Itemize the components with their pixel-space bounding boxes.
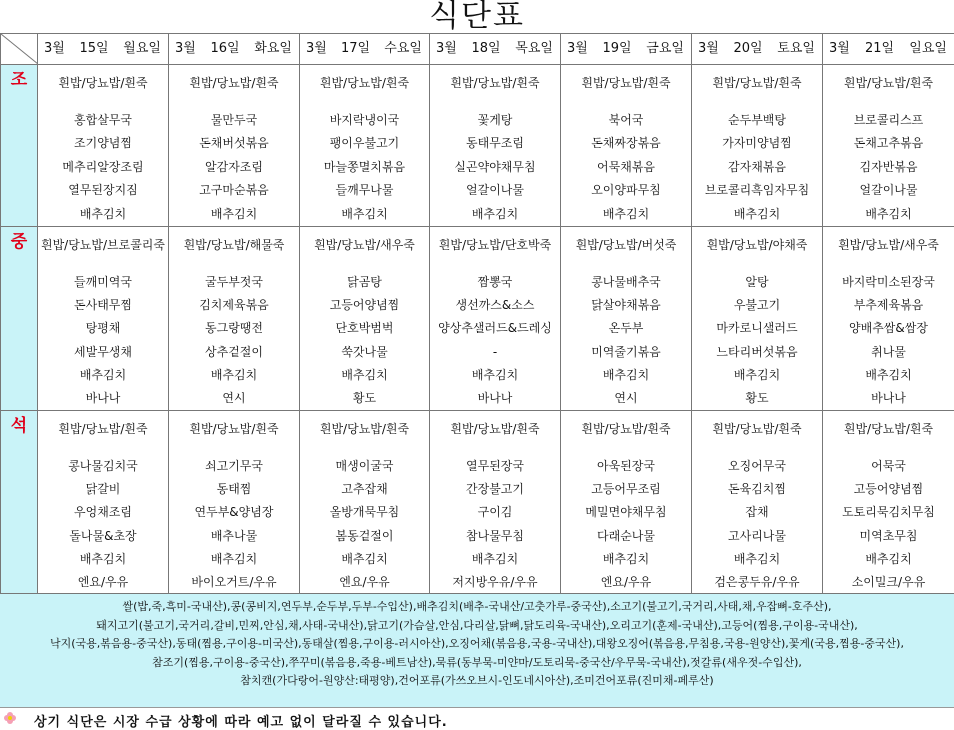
day-number: 16일 (211, 34, 240, 64)
dish-item: 바나나 (823, 387, 954, 410)
dish-item: 쇠고기무국 (169, 455, 299, 478)
dish-item: 배추김치 (430, 203, 560, 226)
menu-cell (38, 411, 169, 595)
dish-item: 부추제육볶음 (823, 294, 954, 317)
meal-label: 조 (1, 65, 38, 227)
rice-option: 흰밥/당뇨밥/단호박죽 (430, 235, 560, 255)
dish-item: 들깨무나물 (300, 179, 429, 202)
dish-item: 배추김치 (169, 203, 299, 226)
dish-item: 북어국 (561, 109, 691, 132)
menu-cell (692, 226, 823, 410)
dish-item: 순두부백탕 (692, 109, 822, 132)
dish-item: 우불고기 (692, 294, 822, 317)
menu-cell (169, 65, 300, 227)
dish-item: 고등어무조림 (561, 478, 691, 501)
dish-item: 양상추샐러드&드레싱 (430, 317, 560, 340)
day-number: 21일 (865, 34, 894, 64)
dish-item: 열무된장지짐 (38, 179, 168, 202)
origin-info (0, 593, 954, 707)
dish-item: 얼갈이나물 (823, 179, 954, 202)
menu-cell (169, 226, 300, 410)
day-month: 3월 (698, 34, 719, 64)
dish-item: 조기양념찜 (38, 132, 168, 155)
dish-item: 바지락냉이국 (300, 109, 429, 132)
dish-item: 브로콜리흑임자무침 (692, 179, 822, 202)
dish-item: 메밀면야채무침 (561, 501, 691, 524)
dish-item: 돈채고추볶음 (823, 132, 954, 155)
day-header-inner (430, 34, 560, 64)
dish-item: 취나물 (823, 341, 954, 364)
dish-item: 들깨미역국 (38, 271, 168, 294)
rice-option: 흰밥/당뇨밥/흰죽 (430, 419, 560, 439)
dish-item: 배추김치 (561, 548, 691, 571)
dish-item: 단호박범벅 (300, 317, 429, 340)
day-weekday: 토요일 (777, 34, 815, 64)
dish-item: 배추김치 (169, 548, 299, 571)
page-title: 식단표 (0, 0, 954, 33)
rice-option: 흰밥/당뇨밥/흰죽 (561, 419, 691, 439)
day-number: 17일 (341, 34, 370, 64)
dish-item: 알탕 (692, 271, 822, 294)
dish-item: 돈채짜장볶음 (561, 132, 691, 155)
diagonal-divider (1, 34, 38, 64)
dish-item: 상추겉절이 (169, 341, 299, 364)
rice-option: 흰밥/당뇨밥/흰죽 (38, 419, 168, 439)
menu-cell (430, 226, 561, 410)
dish-item: 배추김치 (823, 548, 954, 571)
dish-item: 콩나물배추국 (561, 271, 691, 294)
day-number: 19일 (603, 34, 632, 64)
menu-table (0, 33, 954, 595)
day-month: 3월 (436, 34, 457, 64)
dish-item: 바나나 (430, 387, 560, 410)
day-header-inner (169, 34, 299, 64)
rice-option: 흰밥/당뇨밥/새우죽 (823, 235, 954, 255)
menu-cell (823, 226, 954, 410)
dish-item: 미역줄기볶음 (561, 341, 691, 364)
dish-item: 동태찜 (169, 478, 299, 501)
day-header (692, 34, 823, 65)
day-month: 3월 (829, 34, 850, 64)
dish-item: 알감자조림 (169, 156, 299, 179)
dish-item: 바이오거트/우유 (169, 571, 299, 594)
dish-item: 돈채버섯볶음 (169, 132, 299, 155)
dish-item: 배추김치 (561, 364, 691, 387)
dish-item: 고등어양념찜 (823, 478, 954, 501)
rice-option: 흰밥/당뇨밥/브로콜리죽 (38, 235, 168, 255)
rice-option: 흰밥/당뇨밥/흰죽 (169, 419, 299, 439)
dish-item: 느타리버섯볶음 (692, 341, 822, 364)
rice-option: 흰밥/당뇨밥/흰죽 (38, 73, 168, 93)
day-header (300, 34, 430, 65)
menu-cell (561, 226, 692, 410)
dish-item: 바지락미소된장국 (823, 271, 954, 294)
menu-cell (38, 65, 169, 227)
menu-cell (300, 65, 430, 227)
dish-item: 배추김치 (300, 203, 429, 226)
dish-item: 가자미양념찜 (692, 132, 822, 155)
origin-line: 참치캔(가다랑어-원양산:태평양),건어포류(가쓰오브시-인도네시아산),조미건어포류(진미채-페루산) (0, 672, 954, 691)
rice-option: 흰밥/당뇨밥/흰죽 (823, 419, 954, 439)
dish-item: 바나나 (38, 387, 168, 410)
day-weekday: 금요일 (646, 34, 684, 64)
dish-item: 참나물무침 (430, 525, 560, 548)
origin-line: 낙지(국용,볶음용-중국산),동태(찜용,구이용-미국산),동태살(찜용,구이용-러시아산),오징어채(볶음용,국용-국내산),대왕오징어(볶음용,무침용,국용-원양산),꽃게(국용,찜용-중국산), (0, 635, 954, 654)
dish-item: 동태무조림 (430, 132, 560, 155)
dish-item: 배추김치 (430, 364, 560, 387)
rice-option: 흰밥/당뇨밥/흰죽 (300, 419, 429, 439)
day-month: 3월 (567, 34, 588, 64)
dish-item: 얼갈이나물 (430, 179, 560, 202)
dish-item: 고추잡채 (300, 478, 429, 501)
rice-option: 흰밥/당뇨밥/야채죽 (692, 235, 822, 255)
rice-option: 흰밥/당뇨밥/버섯죽 (561, 235, 691, 255)
dish-item: 브로콜리스프 (823, 109, 954, 132)
dish-item: 다래순나물 (561, 525, 691, 548)
day-weekday: 목요일 (515, 34, 553, 64)
dish-item: 배추김치 (430, 548, 560, 571)
dish-item: 우엉채조림 (38, 501, 168, 524)
dish-item: 돌나물&초장 (38, 525, 168, 548)
day-number: 20일 (734, 34, 763, 64)
menu-cell (430, 411, 561, 595)
dish-item: 배추김치 (300, 548, 429, 571)
dish-item: 세발무생채 (38, 341, 168, 364)
rice-option: 흰밥/당뇨밥/흰죽 (692, 73, 822, 93)
dish-item: 엔요/우유 (300, 571, 429, 594)
meal-label: 중 (1, 226, 38, 410)
dish-item: 배추김치 (38, 548, 168, 571)
dish-item: 도토리묵김치무침 (823, 501, 954, 524)
dish-item: 동그랑땡전 (169, 317, 299, 340)
dish-item: 배추김치 (561, 203, 691, 226)
origin-line: 돼지고기(불고기,국거리,갈비,민찌,안심,채,사태-국내산),닭고기(가슴살,안심,다리살,닭뼈,닭도리육-국내산),오리고기(훈제-국내산),고등어(찜용,구이용-국내산), (0, 617, 954, 636)
day-weekday: 일요일 (909, 34, 947, 64)
dish-item: 어묵채볶음 (561, 156, 691, 179)
dish-item: 굴두부젓국 (169, 271, 299, 294)
rice-option: 흰밥/당뇨밥/새우죽 (300, 235, 429, 255)
dish-item: 저지방우유/우유 (430, 571, 560, 594)
dish-item: 쑥갓나물 (300, 341, 429, 364)
dish-item: 미역초무침 (823, 525, 954, 548)
dish-item: 엔요/우유 (561, 571, 691, 594)
day-header-inner (300, 34, 429, 64)
dish-item: 오징어무국 (692, 455, 822, 478)
dish-item: 생선까스&소스 (430, 294, 560, 317)
day-header-inner (38, 34, 168, 64)
dish-item: - (430, 341, 560, 364)
day-weekday: 월요일 (123, 34, 161, 64)
day-number: 18일 (472, 34, 501, 64)
dish-item: 오이양파무침 (561, 179, 691, 202)
day-header-inner (561, 34, 691, 64)
menu-cell (300, 226, 430, 410)
dish-item: 양배추쌈&쌈장 (823, 317, 954, 340)
dish-item: 배추김치 (169, 364, 299, 387)
rice-option: 흰밥/당뇨밥/흰죽 (430, 73, 560, 93)
dish-item: 연시 (169, 387, 299, 410)
dish-item: 봄동겉절이 (300, 525, 429, 548)
dish-item: 고등어양념찜 (300, 294, 429, 317)
dish-item: 배추나물 (169, 525, 299, 548)
corner-cell (1, 34, 38, 65)
dish-item: 배추김치 (38, 203, 168, 226)
dish-item: 닭살야채볶음 (561, 294, 691, 317)
dish-item: 실곤약야채무침 (430, 156, 560, 179)
dish-item: 물만두국 (169, 109, 299, 132)
dish-item: 구이김 (430, 501, 560, 524)
meal-label: 석 (1, 411, 38, 595)
dish-item: 황도 (692, 387, 822, 410)
dish-item: 배추김치 (300, 364, 429, 387)
dish-item: 배추김치 (692, 203, 822, 226)
dish-item: 배추김치 (823, 364, 954, 387)
menu-cell (561, 65, 692, 227)
dish-item: 온두부 (561, 317, 691, 340)
dish-item: 콩나물김치국 (38, 455, 168, 478)
rice-option: 흰밥/당뇨밥/흰죽 (561, 73, 691, 93)
day-header (430, 34, 561, 65)
dish-item: 팽이우불고기 (300, 132, 429, 155)
origin-line: 쌀(밥,죽,흑미-국내산),콩(콩비지,연두부,순두부,두부-수입산),배추김치(배추-국내산/고춧가루-중국산),소고기(불고기,국거리,사태,채,우잡뼈-호주산), (0, 598, 954, 617)
menu-cell (823, 65, 954, 227)
dish-item: 돈사태무찜 (38, 294, 168, 317)
menu-cell (561, 411, 692, 595)
day-header-inner (823, 34, 954, 64)
dish-item: 닭곰탕 (300, 271, 429, 294)
day-header-inner (692, 34, 822, 64)
rice-option: 흰밥/당뇨밥/흰죽 (169, 73, 299, 93)
meal-row (1, 411, 954, 595)
day-month: 3월 (175, 34, 196, 64)
day-month: 3월 (44, 34, 65, 64)
menu-cell (430, 65, 561, 227)
day-header (38, 34, 169, 65)
dish-item: 엔요/우유 (38, 571, 168, 594)
dish-item: 감자채볶음 (692, 156, 822, 179)
dish-item: 소이밀크/우유 (823, 571, 954, 594)
dish-item: 탕평채 (38, 317, 168, 340)
day-header (561, 34, 692, 65)
dish-item: 배추김치 (823, 203, 954, 226)
day-weekday: 화요일 (254, 34, 292, 64)
menu-cell (823, 411, 954, 595)
dish-item: 고사리나물 (692, 525, 822, 548)
dish-item: 김자반볶음 (823, 156, 954, 179)
dish-item: 간장불고기 (430, 478, 560, 501)
dish-item: 올방개묵무침 (300, 501, 429, 524)
dish-item: 연시 (561, 387, 691, 410)
dish-item: 짬뽕국 (430, 271, 560, 294)
menu-cell (692, 65, 823, 227)
rice-option: 흰밥/당뇨밥/흰죽 (692, 419, 822, 439)
dish-item: 마카로니샐러드 (692, 317, 822, 340)
day-header (169, 34, 300, 65)
dish-item: 김치제육볶음 (169, 294, 299, 317)
dish-item: 황도 (300, 387, 429, 410)
dish-item: 메추리알장조림 (38, 156, 168, 179)
dish-item: 매생이굴국 (300, 455, 429, 478)
menu-cell (169, 411, 300, 595)
footer-note: 상기 식단은 시장 수급 상황에 따라 예고 없이 달라질 수 있습니다. (34, 711, 448, 730)
rice-option: 흰밥/당뇨밥/흰죽 (823, 73, 954, 93)
rice-option: 흰밥/당뇨밥/해물죽 (169, 235, 299, 255)
day-header (823, 34, 954, 65)
dish-item: 검은콩두유/우유 (692, 571, 822, 594)
dish-item: 닭갈비 (38, 478, 168, 501)
meal-row (1, 226, 954, 410)
footer (0, 707, 954, 730)
menu-cell (692, 411, 823, 595)
dish-item: 돈육김치찜 (692, 478, 822, 501)
day-number: 15일 (80, 34, 109, 64)
dish-item: 마늘쫑멸치볶음 (300, 156, 429, 179)
dish-item: 배추김치 (38, 364, 168, 387)
date-header-row (1, 34, 954, 65)
dish-item: 열무된장국 (430, 455, 560, 478)
origin-line: 참조기(찜용,구이용-중국산),쭈꾸미(볶음용,죽용-베트남산),묵류(동부묵-미얀마/도토리묵-중국산/우무묵-국내산),젓갈류(새우젓-수입산), (0, 654, 954, 673)
dish-item: 꽃게탕 (430, 109, 560, 132)
dish-item: 고구마순볶음 (169, 179, 299, 202)
flower-icon (3, 711, 17, 725)
dish-item: 홍합살무국 (38, 109, 168, 132)
meal-row (1, 65, 954, 227)
menu-cell (300, 411, 430, 595)
dish-item: 배추김치 (692, 364, 822, 387)
rice-option: 흰밥/당뇨밥/흰죽 (300, 73, 429, 93)
menu-cell (38, 226, 169, 410)
dish-item: 어묵국 (823, 455, 954, 478)
dish-item: 잡채 (692, 501, 822, 524)
day-weekday: 수요일 (384, 34, 422, 64)
dish-item: 연두부&양념장 (169, 501, 299, 524)
day-month: 3월 (306, 34, 327, 64)
dish-item: 배추김치 (692, 548, 822, 571)
dish-item: 아욱된장국 (561, 455, 691, 478)
